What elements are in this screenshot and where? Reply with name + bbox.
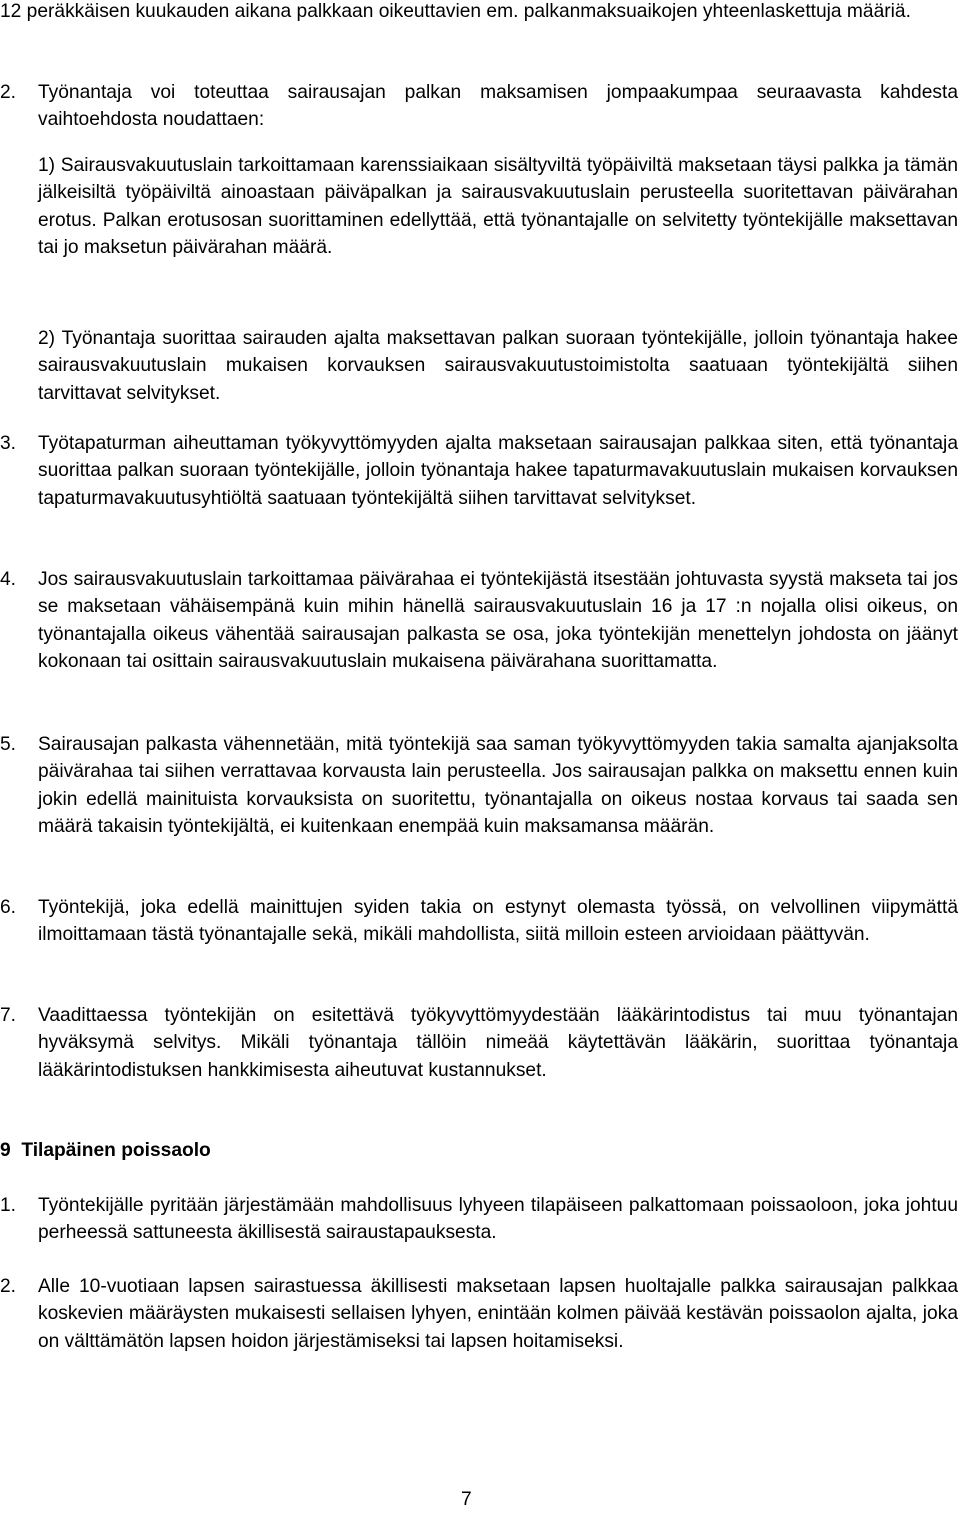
section-item-number-2: 2. [0, 1276, 17, 1297]
item-number-6: 6. [0, 897, 17, 918]
section-item-2-paragraph: Alle 10-vuotiaan lapsen sairastuessa äkillisesti maksetaan lapsen huoltajalle palkka sairausajan palkkaa koskevien määräysten mukaisesti sellaisen lyhyen, enintään kolmen päivää kestävän poissaolon ajalta, joka on välttämätön lapsen hoidon järjestämiseksi tai lapsen hoitamiseksi. [38, 1276, 958, 1352]
option-2-paragraph: 2) Työnantaja suorittaa sairauden ajalta maksettavan palkan suoraan työntekijälle, jolloin työnantaja hakee sairausvakuutuslain mukaisen korvauksen sairausvakuutustoimistolta saatuaan työntekijältä siihen tarvittavat selvitykset. [38, 328, 958, 404]
intro-paragraph: 12 peräkkäisen kuukauden aikana palkkaan oikeuttavien em. palkanmaksuaikojen yhteenlaskettuja määriä. [0, 1, 911, 22]
item-2-paragraph: Työnantaja voi toteuttaa sairausajan palkan maksamisen jompaakumpaa seuraavasta kahdesta vaihtoehdosta noudattaen: [38, 82, 958, 131]
item-7-paragraph: Vaadittaessa työntekijän on esitettävä työkyvyttömyydestään lääkärintodistus tai muu työnantajan hyväksymä selvitys. Mikäli työnantaja tällöin nimeää käytettävän lääkärin, suorittaa työnantaja lääkärintodistuksen hankkimisesta aiheutuvat kustannukset. [38, 1005, 958, 1081]
item-5-paragraph: Sairausajan palkasta vähennetään, mitä työntekijä saa saman työkyvyttömyyden takia samalta ajanjaksolta päivärahaa tai siihen verrattavaa korvausta lain perusteella. Jos sairausajan palkka on maksettu ennen kuin jokin edellä mainituista korvauksista on suoritettu, työnantajalla on oikeus nostaa korvaus tai saada sen määrä takaisin työntekijältä, ei kuitenkaan enempää kuin maksamansa määrän. [38, 734, 958, 838]
item-number-2: 2. [0, 82, 17, 103]
item-number-3: 3. [0, 433, 17, 454]
section-item-1-paragraph: Työntekijälle pyritään järjestämään mahdollisuus lyhyeen tilapäiseen palkattomaan poissaoloon, joka johtuu perheessä sattuneesta äkillisestä sairaustapauksesta. [38, 1195, 958, 1244]
item-number-4: 4. [0, 569, 17, 590]
item-4-paragraph: Jos sairausvakuutuslain tarkoittamaa päivärahaa ei työntekijästä itsestään johtuvasta syystä makseta tai jos se maksetaan vähäisempänä kuin mihin hänellä sairausvakuutuslain 16 ja 17 :n nojalla olisi oikeus, on työnantajalla oikeus vähentää sairausajan palkasta se osa, joka työntekijän menettelyn johdosta on jäänyt kokonaan tai osittain sairausvakuutuslain mukaisena päivärahana suorittamatta. [38, 569, 958, 673]
item-number-5: 5. [0, 734, 17, 755]
section-heading: 9 Tilapäinen poissaolo [0, 1140, 211, 1161]
item-number-7: 7. [0, 1005, 17, 1026]
page-number: 7 [461, 1489, 472, 1510]
item-3-paragraph: Työtapaturman aiheuttaman työkyvyttömyyden ajalta maksetaan sairausajan palkkaa siten, että työnantaja suorittaa palkan suoraan työntekijälle, jolloin työnantaja hakee tapaturmavakuutuslain mukaisen korvauksen tapaturmavakuutusyhtiöltä saatuaan työntekijältä siihen tarvittavat selvitykset. [38, 433, 958, 509]
item-6-paragraph: Työntekijä, joka edellä mainittujen syiden takia on estynyt olemasta työssä, on velvollinen viipymättä ilmoittamaan tästä työnantajalle sekä, mikäli mahdollista, siitä milloin esteen arvioidaan päättyvän. [38, 897, 958, 946]
section-item-number-1: 1. [0, 1195, 17, 1216]
option-1-paragraph: 1) Sairausvakuutuslain tarkoittamaan karenssiaikaan sisältyviltä työpäiviltä maksetaan täysi palkka ja tämän jälkeisiltä työpäiviltä ainoastaan päiväpalkan ja sairausvakuutuslain perusteella suoritettavan päivärahan erotus. Palkan erotusosan suorittaminen edellyttää, että työnantajalle on selvitetty työntekijälle maksettavan tai jo maksetun päivärahan määrä. [38, 155, 958, 259]
